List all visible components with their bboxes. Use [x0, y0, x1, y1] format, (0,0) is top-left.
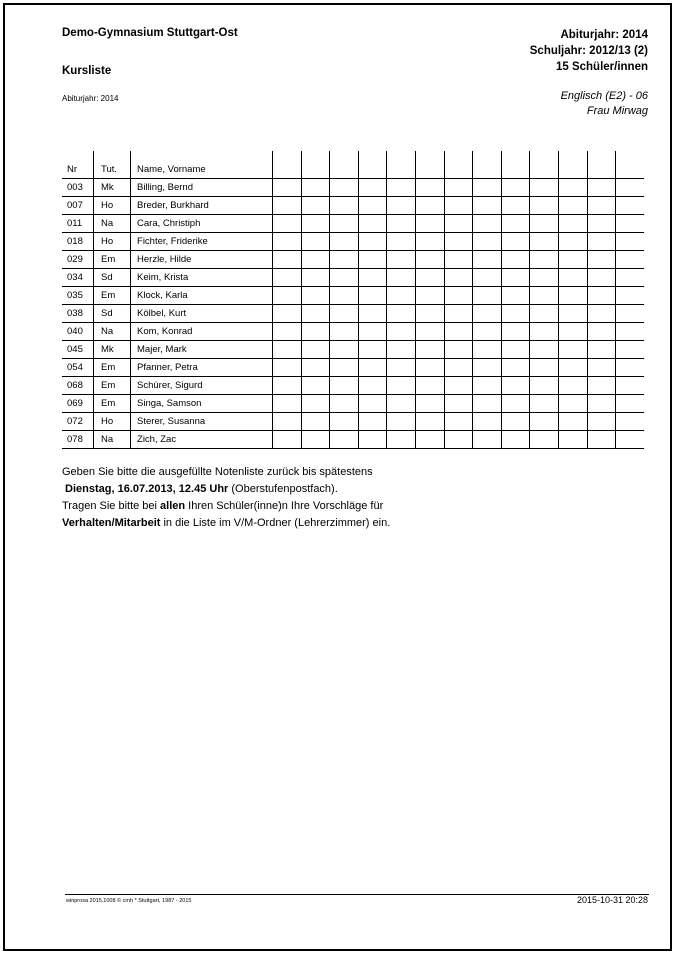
student-name: Sterer, Susanna: [130, 413, 272, 431]
student-tutor-code: Em: [93, 251, 130, 269]
column-header-blank: [415, 151, 444, 179]
student-name: Kom, Konrad: [130, 323, 272, 341]
grade-entry-cell: [529, 251, 558, 269]
grade-entry-cell: [558, 395, 587, 413]
grade-entry-cell: [358, 179, 387, 197]
grade-entry-cell: [501, 215, 530, 233]
grade-entry-cell: [272, 413, 301, 431]
grade-entry-cell: [301, 215, 330, 233]
grade-entry-cell: [558, 323, 587, 341]
abitur-year-line: Abiturjahr: 2014: [560, 29, 648, 41]
grade-entry-cell: [587, 431, 616, 449]
school-name: Demo-Gymnasium Stuttgart-Ost: [62, 27, 238, 39]
grade-entry-cell: [529, 197, 558, 215]
grade-entry-cell: [529, 179, 558, 197]
grade-entry-cell: [472, 251, 501, 269]
column-header-blank: [501, 151, 530, 179]
grade-entry-cell: [415, 377, 444, 395]
grade-entry-cell: [358, 251, 387, 269]
grade-entry-cell: [358, 341, 387, 359]
grade-entry-cell: [415, 413, 444, 431]
grade-entry-cell: [558, 305, 587, 323]
course-name: Englisch (E2) - 06: [560, 90, 648, 102]
table-row: [62, 179, 644, 197]
grade-entry-cell: [587, 197, 616, 215]
grade-entry-cell: [415, 233, 444, 251]
grade-entry-cell: [501, 197, 530, 215]
grade-entry-cell: [301, 305, 330, 323]
grade-entry-cell: [472, 395, 501, 413]
grade-entry-cell: [272, 359, 301, 377]
grade-entry-cell: [386, 377, 415, 395]
grade-entry-cell: [444, 179, 473, 197]
table-row: [62, 431, 644, 449]
grade-entry-cell: [558, 233, 587, 251]
student-tutor-code: Mk: [93, 341, 130, 359]
grade-entry-cell: [472, 323, 501, 341]
student-nr: 034: [62, 269, 93, 287]
grade-entry-cell: [329, 359, 358, 377]
column-header-blank: [587, 151, 616, 179]
table-row: [62, 251, 644, 269]
grade-entry-cell: [587, 251, 616, 269]
grade-entry-cell: [615, 179, 644, 197]
grade-entry-cell: [587, 395, 616, 413]
grade-entry-cell: [444, 305, 473, 323]
grade-entry-cell: [415, 287, 444, 305]
grade-entry-cell: [358, 323, 387, 341]
grade-entry-cell: [444, 323, 473, 341]
grade-entry-cell: [587, 341, 616, 359]
grade-entry-cell: [501, 233, 530, 251]
grade-entry-cell: [329, 215, 358, 233]
grade-entry-cell: [558, 377, 587, 395]
grade-entry-cell: [472, 179, 501, 197]
grade-entry-cell: [472, 413, 501, 431]
grade-entry-cell: [529, 431, 558, 449]
student-nr: 035: [62, 287, 93, 305]
grade-entry-cell: [301, 377, 330, 395]
grade-entry-cell: [472, 233, 501, 251]
grade-entry-cell: [301, 269, 330, 287]
grade-entry-cell: [415, 431, 444, 449]
grade-entry-cell: [501, 323, 530, 341]
grade-entry-cell: [386, 197, 415, 215]
column-header-blank: [472, 151, 501, 179]
grade-entry-cell: [587, 215, 616, 233]
grade-entry-cell: [558, 251, 587, 269]
student-name: Singa, Samson: [130, 395, 272, 413]
grade-entry-cell: [615, 431, 644, 449]
footer-divider: [65, 894, 649, 895]
grade-entry-cell: [358, 431, 387, 449]
table-row: [62, 197, 644, 215]
grade-entry-cell: [386, 359, 415, 377]
grade-entry-cell: [301, 233, 330, 251]
student-tutor-code: Sd: [93, 305, 130, 323]
grade-entry-cell: [529, 323, 558, 341]
grade-entry-cell: [415, 251, 444, 269]
grade-entry-cell: [444, 197, 473, 215]
grade-entry-cell: [272, 341, 301, 359]
grade-entry-cell: [501, 431, 530, 449]
grade-entry-cell: [386, 431, 415, 449]
grade-entry-cell: [301, 179, 330, 197]
grade-entry-cell: [272, 305, 301, 323]
grade-entry-cell: [501, 359, 530, 377]
grade-entry-cell: [386, 269, 415, 287]
grade-entry-cell: [329, 179, 358, 197]
grade-entry-cell: [329, 305, 358, 323]
student-tutor-code: Em: [93, 395, 130, 413]
student-count: 15 Schüler/innen: [555, 61, 648, 73]
table-row: [62, 269, 644, 287]
student-tutor-code: Na: [93, 323, 130, 341]
table-row: [62, 341, 644, 359]
grade-entry-cell: [386, 395, 415, 413]
grade-entry-cell: [529, 395, 558, 413]
grade-entry-cell: [444, 287, 473, 305]
grade-entry-cell: [358, 197, 387, 215]
column-header-blank: [615, 151, 644, 179]
grade-entry-cell: [615, 413, 644, 431]
student-name: Pfanner, Petra: [130, 359, 272, 377]
grade-entry-cell: [301, 287, 330, 305]
grade-entry-cell: [587, 287, 616, 305]
student-tutor-code: Mk: [93, 179, 130, 197]
grade-entry-cell: [472, 287, 501, 305]
student-nr: 054: [62, 359, 93, 377]
student-nr: 029: [62, 251, 93, 269]
student-nr: 040: [62, 323, 93, 341]
grade-entry-cell: [444, 413, 473, 431]
grade-entry-cell: [501, 413, 530, 431]
abitur-year-label: Abiturjahr: 2014: [62, 94, 119, 103]
grade-entry-cell: [444, 431, 473, 449]
grade-entry-cell: [272, 251, 301, 269]
grade-entry-cell: [329, 395, 358, 413]
student-nr: 069: [62, 395, 93, 413]
grade-entry-cell: [558, 179, 587, 197]
grade-entry-cell: [501, 287, 530, 305]
column-header-nr: Nr: [62, 151, 93, 179]
grade-entry-cell: [529, 341, 558, 359]
grade-entry-cell: [386, 413, 415, 431]
grade-entry-cell: [529, 359, 558, 377]
grade-entry-cell: [615, 395, 644, 413]
grade-entry-cell: [386, 287, 415, 305]
grade-entry-cell: [358, 413, 387, 431]
grade-entry-cell: [558, 269, 587, 287]
header-right-block: [530, 27, 648, 75]
grade-entry-cell: [272, 233, 301, 251]
grade-entry-cell: [301, 395, 330, 413]
grade-entry-cell: [415, 269, 444, 287]
school-year-line: Schuljahr: 2012/13 (2): [529, 45, 648, 57]
grade-entry-cell: [444, 215, 473, 233]
student-tutor-code: Ho: [93, 197, 130, 215]
grade-entry-cell: [529, 287, 558, 305]
grade-entry-cell: [444, 341, 473, 359]
grade-entry-cell: [501, 395, 530, 413]
table-row: [62, 287, 644, 305]
grade-entry-cell: [444, 233, 473, 251]
student-name: Fichter, Friderike: [130, 233, 272, 251]
grade-entry-cell: [358, 269, 387, 287]
grade-entry-cell: [386, 215, 415, 233]
table-row: [62, 323, 644, 341]
grade-entry-cell: [472, 377, 501, 395]
grade-entry-cell: [472, 431, 501, 449]
column-header-blank: [444, 151, 473, 179]
grade-entry-cell: [529, 215, 558, 233]
grade-entry-cell: [301, 341, 330, 359]
grade-entry-cell: [301, 197, 330, 215]
grade-entry-cell: [615, 251, 644, 269]
grade-entry-cell: [529, 305, 558, 323]
grade-entry-cell: [301, 431, 330, 449]
student-tutor-code: Na: [93, 215, 130, 233]
grade-entry-cell: [558, 341, 587, 359]
verhalten-mitarbeit-text: Verhalten/Mitarbeit: [62, 517, 161, 529]
deadline-text: Dienstag, 16.07.2013, 12.45 Uhr: [62, 483, 229, 495]
grade-entry-cell: [415, 179, 444, 197]
student-tutor-code: Em: [93, 359, 130, 377]
student-name: Kölbel, Kurt: [130, 305, 272, 323]
grade-entry-cell: [615, 341, 644, 359]
grade-entry-cell: [272, 215, 301, 233]
grade-entry-cell: [615, 323, 644, 341]
grade-entry-cell: [386, 305, 415, 323]
grade-entry-cell: [444, 395, 473, 413]
grade-entry-cell: [615, 215, 644, 233]
instruction-line-3: Tragen Sie bitte bei allen Ihren Schüler(inne)n Ihre Vorschläge für: [62, 500, 384, 512]
grade-entry-cell: [558, 197, 587, 215]
grade-entry-cell: [472, 359, 501, 377]
student-nr: 078: [62, 431, 93, 449]
grade-entry-cell: [587, 377, 616, 395]
grade-entry-cell: [272, 197, 301, 215]
student-tutor-code: Sd: [93, 269, 130, 287]
grade-entry-cell: [558, 215, 587, 233]
grade-entry-cell: [301, 251, 330, 269]
grade-entry-cell: [615, 233, 644, 251]
grade-entry-cell: [501, 305, 530, 323]
grade-entry-cell: [501, 377, 530, 395]
student-tutor-code: Em: [93, 377, 130, 395]
grade-entry-cell: [358, 215, 387, 233]
table-row: [62, 377, 644, 395]
grade-entry-cell: [444, 269, 473, 287]
grade-entry-cell: [272, 179, 301, 197]
grade-entry-cell: [615, 269, 644, 287]
column-header-blank: [529, 151, 558, 179]
grade-entry-cell: [329, 287, 358, 305]
grade-entry-cell: [272, 377, 301, 395]
course-list-table: [62, 151, 644, 449]
student-nr: 045: [62, 341, 93, 359]
grade-entry-cell: [415, 197, 444, 215]
grade-entry-cell: [358, 395, 387, 413]
grade-entry-cell: [587, 323, 616, 341]
student-name: Cara, Christiph: [130, 215, 272, 233]
grade-entry-cell: [558, 359, 587, 377]
grade-entry-cell: [587, 305, 616, 323]
student-nr: 007: [62, 197, 93, 215]
grade-entry-cell: [415, 395, 444, 413]
grade-entry-cell: [329, 431, 358, 449]
grade-entry-cell: [501, 179, 530, 197]
grade-entry-cell: [358, 377, 387, 395]
grade-entry-cell: [358, 233, 387, 251]
grade-entry-cell: [301, 323, 330, 341]
student-tutor-code: Na: [93, 431, 130, 449]
grade-entry-cell: [501, 341, 530, 359]
column-header-name: Name, Vorname: [130, 151, 272, 179]
teacher-name: Frau Mirwag: [586, 105, 648, 117]
grade-entry-cell: [587, 179, 616, 197]
grade-entry-cell: [386, 233, 415, 251]
grade-entry-cell: [272, 431, 301, 449]
grade-entry-cell: [615, 377, 644, 395]
column-header-blank: [386, 151, 415, 179]
student-name: Zich, Zac: [130, 431, 272, 449]
grade-entry-cell: [415, 215, 444, 233]
column-header-blank: [301, 151, 330, 179]
instruction-line-1: Geben Sie bitte die ausgefüllte Notenliste zurück bis spätestens: [62, 466, 373, 478]
grade-entry-cell: [415, 359, 444, 377]
grade-entry-cell: [472, 305, 501, 323]
grade-entry-cell: [329, 413, 358, 431]
grade-entry-cell: [558, 413, 587, 431]
student-name: Keim, Krista: [130, 269, 272, 287]
student-nr: 068: [62, 377, 93, 395]
return-instructions: [62, 464, 390, 532]
grade-entry-cell: [329, 233, 358, 251]
column-header-blank: [329, 151, 358, 179]
student-nr: 011: [62, 215, 93, 233]
table-row: [62, 395, 644, 413]
grade-entry-cell: [529, 269, 558, 287]
student-nr: 003: [62, 179, 93, 197]
grade-entry-cell: [386, 323, 415, 341]
grade-entry-cell: [615, 287, 644, 305]
grade-entry-cell: [329, 251, 358, 269]
grade-entry-cell: [415, 341, 444, 359]
grade-entry-cell: [329, 341, 358, 359]
grade-entry-cell: [615, 305, 644, 323]
student-name: Majer, Mark: [130, 341, 272, 359]
student-nr: 072: [62, 413, 93, 431]
grade-entry-cell: [329, 377, 358, 395]
instruction-line-4: Verhalten/Mitarbeit in die Liste im V/M-Ordner (Lehrerzimmer) ein.: [62, 517, 391, 529]
table-row: [62, 359, 644, 377]
student-name: Herzle, Hilde: [130, 251, 272, 269]
grade-entry-cell: [386, 179, 415, 197]
grade-entry-cell: [529, 377, 558, 395]
student-nr: 018: [62, 233, 93, 251]
grade-entry-cell: [415, 305, 444, 323]
course-info-block: [561, 89, 648, 119]
print-datetime: 2015-10-31 20:28: [576, 895, 648, 905]
grade-entry-cell: [358, 287, 387, 305]
grade-entry-cell: [587, 359, 616, 377]
grade-entry-cell: [587, 413, 616, 431]
grade-entry-cell: [615, 197, 644, 215]
student-name: Billing, Bernd: [130, 179, 272, 197]
grade-entry-cell: [272, 323, 301, 341]
grade-entry-cell: [529, 413, 558, 431]
grade-entry-cell: [444, 251, 473, 269]
grade-entry-cell: [558, 287, 587, 305]
grade-entry-cell: [472, 341, 501, 359]
student-tutor-code: Ho: [93, 233, 130, 251]
table-header-row: [62, 151, 644, 179]
grade-entry-cell: [472, 197, 501, 215]
column-header-blank: [272, 151, 301, 179]
grade-entry-cell: [587, 269, 616, 287]
student-name: Klock, Karla: [130, 287, 272, 305]
column-header-blank: [358, 151, 387, 179]
grade-entry-cell: [272, 269, 301, 287]
table-row: [62, 215, 644, 233]
grade-entry-cell: [472, 269, 501, 287]
grade-entry-cell: [415, 323, 444, 341]
grade-entry-cell: [329, 197, 358, 215]
grade-entry-cell: [472, 215, 501, 233]
grade-entry-cell: [501, 251, 530, 269]
grade-entry-cell: [272, 395, 301, 413]
grade-entry-cell: [358, 359, 387, 377]
grade-entry-cell: [301, 413, 330, 431]
table-row: [62, 233, 644, 251]
grade-entry-cell: [358, 305, 387, 323]
table-row: [62, 305, 644, 323]
student-name: Schürer, Sigurd: [130, 377, 272, 395]
grade-entry-cell: [272, 287, 301, 305]
page-title: Kursliste: [62, 65, 112, 77]
grade-entry-cell: [444, 359, 473, 377]
student-nr: 038: [62, 305, 93, 323]
table-row: [62, 413, 644, 431]
grade-entry-cell: [558, 431, 587, 449]
document-page: [3, 3, 672, 951]
grade-entry-cell: [386, 341, 415, 359]
student-name: Breder, Burkhard: [130, 197, 272, 215]
grade-entry-cell: [615, 359, 644, 377]
grade-entry-cell: [501, 269, 530, 287]
instruction-line-2: Dienstag, 16.07.2013, 12.45 Uhr (Oberstufenpostfach).: [62, 483, 338, 495]
grade-entry-cell: [329, 323, 358, 341]
software-credit: winprosa 2015.1008 © cmh * Stuttgart, 1987 - 2015: [66, 898, 192, 904]
grade-entry-cell: [329, 269, 358, 287]
grade-entry-cell: [301, 359, 330, 377]
grade-entry-cell: [529, 233, 558, 251]
column-header-blank: [558, 151, 587, 179]
grade-entry-cell: [386, 251, 415, 269]
column-header-tut: Tut.: [93, 151, 130, 179]
student-tutor-code: Ho: [93, 413, 130, 431]
student-tutor-code: Em: [93, 287, 130, 305]
grade-entry-cell: [587, 233, 616, 251]
grade-entry-cell: [444, 377, 473, 395]
